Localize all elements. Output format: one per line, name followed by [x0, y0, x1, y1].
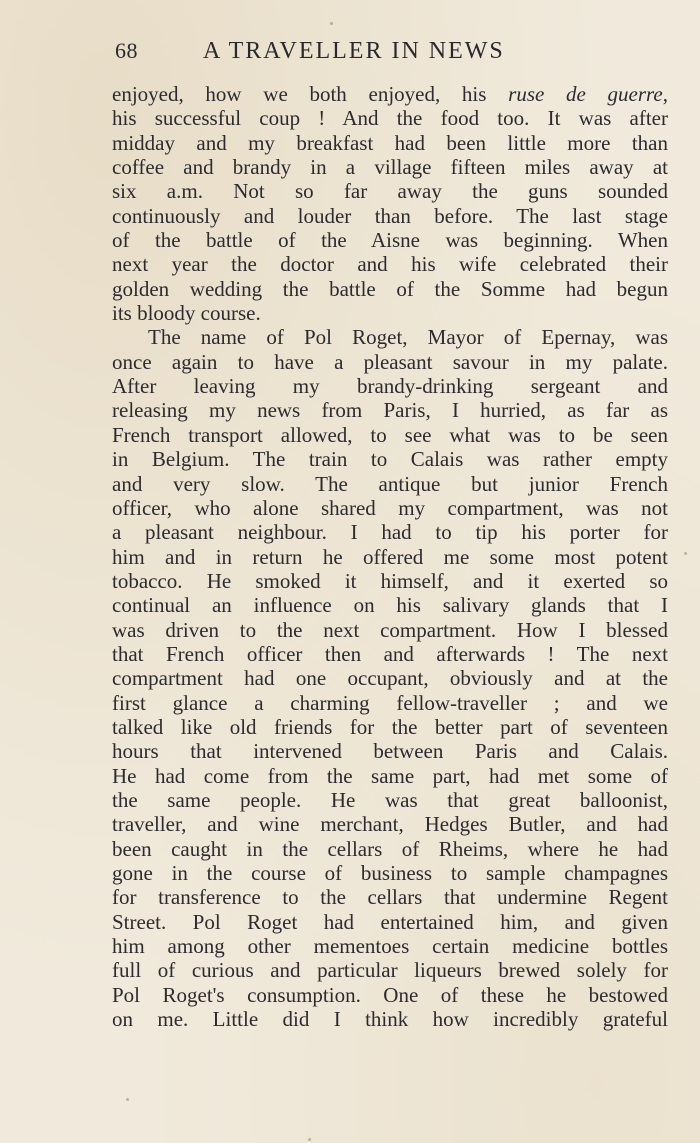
text-line: of the battle of the Aisne was beginning. When [112, 228, 668, 253]
text-line: gone in the course of business to sample champagnes [112, 861, 668, 885]
page-number: 68 [115, 38, 138, 63]
text-line: releasing my news from Paris, I hurried, as far as [112, 398, 668, 423]
text-line: compartment had one occupant, obviously and at the [112, 666, 668, 691]
text-line: a pleasant neighbour. I had to tip his porter for [112, 520, 668, 545]
body-text [112, 82, 668, 1031]
italic-phrase: ruse de guerre [508, 82, 663, 106]
text-line: enjoyed, how we both enjoyed, his ruse de guerre, [112, 82, 668, 106]
text-line: next year the doctor and his wife celebrated their [112, 252, 668, 277]
text-line: The name of Pol Roget, Mayor of Epernay, was [148, 325, 668, 350]
text-line: coffee and brandy in a village fifteen miles away at [112, 155, 668, 180]
text-line: six a.m. Not so far away the guns sounded [112, 179, 668, 204]
paper-speck [330, 22, 333, 25]
text-line: He had come from the same part, had met some of [112, 763, 668, 788]
text-line: talked like old friends for the better part of seventeen [112, 714, 668, 739]
text-line: and very slow. The antique but junior French [112, 471, 668, 496]
paper-speck [684, 552, 687, 555]
page-header [115, 38, 565, 68]
running-head: A TRAVELLER IN NEWS [203, 38, 505, 64]
text-line: full of curious and particular liqueurs brewed solely for [112, 958, 668, 983]
text-line: him among other mementoes certain medicine bottles [112, 934, 668, 959]
text-line: hours that intervened between Paris and Calais. [112, 739, 668, 764]
text-line: continual an influence on his salivary glands that I [112, 593, 668, 618]
text-line: on me. Little did I think how incredibly grateful [112, 1007, 668, 1032]
paper-speck [126, 1098, 129, 1101]
text-line: for transference to the cellars that undermine Regent [112, 885, 668, 910]
text-line: was driven to the next compartment. How I blessed [112, 617, 668, 642]
text-line: Street. Pol Roget had entertained him, and given [112, 909, 668, 934]
text-line: its bloody course. [112, 301, 261, 326]
text-line: After leaving my brandy-drinking sergeant and [112, 374, 668, 399]
text-line: continuously and louder than before. The last stage [112, 203, 668, 228]
text-line: French transport allowed, to see what was to be seen [112, 422, 668, 447]
text-line: Pol Roget's consumption. One of these he bestowed [112, 982, 668, 1007]
text-line: golden wedding the battle of the Somme had begun [112, 276, 668, 301]
paper-speck [308, 1138, 311, 1141]
text-line: traveller, and wine merchant, Hedges Butler, and had [112, 812, 668, 837]
text-line: the same people. He was that great balloonist, [112, 787, 668, 812]
text-line: first glance a charming fellow-traveller ; and we [112, 690, 668, 715]
text-line: officer, who alone shared my compartment, was not [112, 495, 668, 520]
text-line: him and in return he offered me some most potent [112, 544, 668, 569]
text-line: his successful coup ! And the food too. It was after [112, 106, 668, 131]
text-line: been caught in the cellars of Rheims, where he had [112, 836, 668, 861]
text-line: tobacco. He smoked it himself, and it exerted so [112, 568, 668, 593]
text-line: in Belgium. The train to Calais was rather empty [112, 447, 668, 472]
text-line: once again to have a pleasant savour in my palate. [112, 349, 668, 374]
text-line: that French officer then and afterwards ! The next [112, 641, 668, 666]
text-line: midday and my breakfast had been little more than [112, 130, 668, 155]
